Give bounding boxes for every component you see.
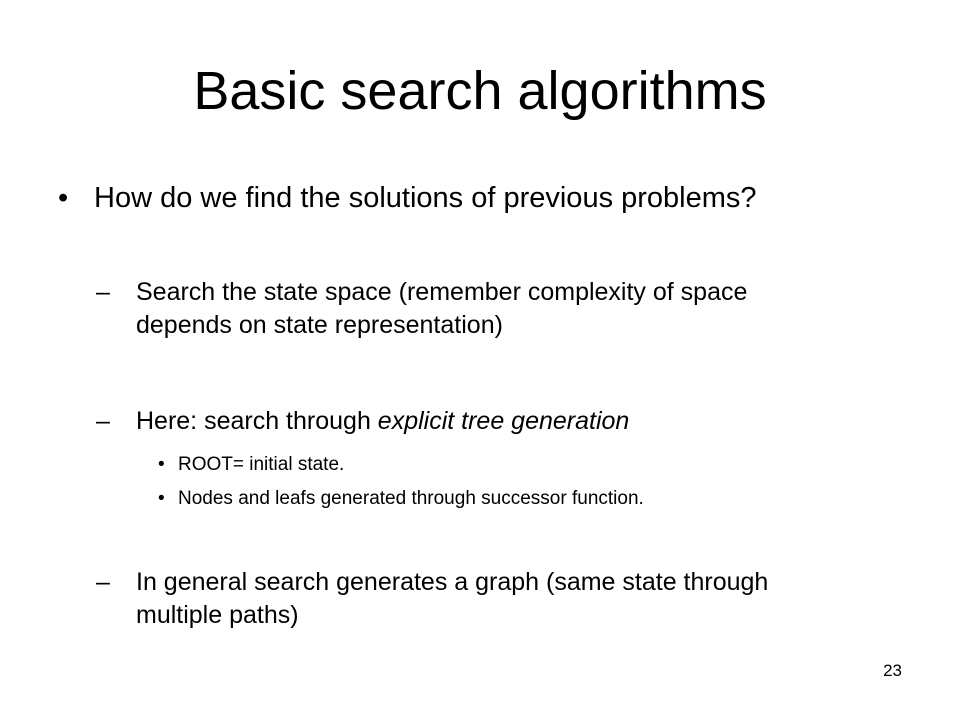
sub-bullet-text: Search the state space (remember complexity of space depends on state representation)	[136, 278, 748, 339]
page-number: 23	[883, 661, 902, 680]
sub-sub-bullet-text: Nodes and leafs generated through successor function.	[178, 488, 644, 509]
sub-bullet-text	[136, 405, 836, 438]
dash-marker: –	[96, 278, 110, 306]
bullet-marker: •	[158, 488, 165, 509]
main-bullet-text: How do we find the solutions of previous problems?	[94, 182, 757, 214]
bullet-marker: •	[158, 454, 165, 475]
dash-marker: –	[96, 568, 110, 596]
sub-bullet-prefix: Here: search through	[136, 407, 378, 435]
sub-bullet-text: In general search generates a graph (same state through multiple paths)	[136, 568, 769, 629]
emphasized-text: explicit tree generation	[377, 407, 630, 435]
dash-marker: –	[96, 407, 110, 435]
bullet-marker: •	[58, 182, 69, 214]
sub-sub-bullet-text: ROOT= initial state.	[178, 454, 345, 475]
slide-title: Basic search algorithms	[193, 61, 767, 121]
